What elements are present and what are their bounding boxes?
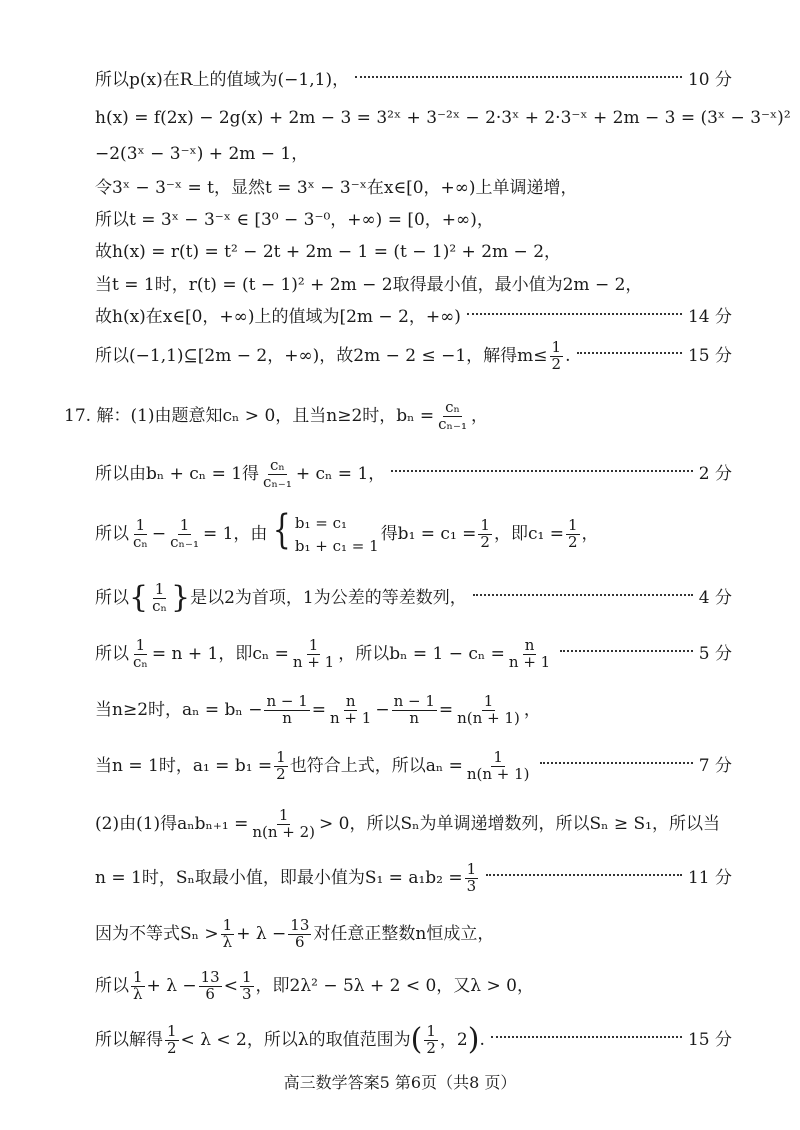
fraction	[436, 400, 469, 433]
line-text: n = 1时，Sₙ取最小值，即最小值为S₁ = a₁b₂ =	[95, 868, 463, 889]
line-text: ，	[581, 524, 599, 545]
fraction-numerator: 1	[167, 1022, 177, 1040]
fraction-numerator: 13	[200, 968, 220, 986]
line-text: 故h(x) = r(t) = t² − 2t + 2m − 1 = (t − 1)² + 2m − 2，	[95, 242, 562, 262]
fraction-denominator: n(n + 2)	[252, 822, 316, 841]
fraction-numerator: n	[345, 692, 356, 710]
fraction-denominator: 2	[276, 764, 286, 783]
fraction-denominator: λ	[133, 984, 143, 1003]
line-text: ，	[470, 406, 488, 427]
fraction	[131, 970, 145, 1003]
left-curly-brace: {	[129, 580, 149, 616]
solution-line	[95, 108, 791, 128]
solution-line	[95, 70, 732, 90]
solution-line	[95, 582, 732, 615]
fraction-numerator: 1	[567, 516, 578, 535]
line-text: ，即2λ² − 5λ + 2 < 0，又λ > 0，	[255, 976, 534, 997]
score-mark: 4 分	[698, 588, 732, 609]
fraction-denominator: n + 1	[292, 652, 335, 671]
fraction-numerator: cₙ	[270, 456, 285, 474]
solution-line	[95, 275, 732, 295]
line-text: > 0，所以Sₙ为单调递增数列，所以Sₙ ≥ S₁，所以当	[319, 814, 720, 835]
fraction	[424, 1024, 438, 1057]
line-text: .	[479, 1030, 485, 1051]
fraction-denominator: 6	[205, 984, 215, 1003]
fraction-denominator: n	[282, 708, 292, 727]
solution-line	[95, 970, 732, 1003]
line-text: = n + 1，即cₙ =	[151, 644, 289, 665]
line-text: ，即c₁ =	[493, 524, 564, 545]
line-text: 得b₁ = c₁ =	[380, 524, 477, 545]
equation-system	[269, 507, 379, 557]
fraction-numerator: 1	[133, 968, 143, 986]
solution-line	[95, 210, 732, 230]
solution-line	[95, 918, 732, 951]
line-text: −2(3ˣ − 3⁻ˣ) + 2m − 1，	[95, 144, 309, 164]
fraction	[478, 518, 492, 551]
score-mark: 15 分	[687, 346, 732, 367]
line-text: 当n≥2时，aₙ = bₙ −	[95, 700, 263, 721]
dot-leader	[473, 594, 693, 596]
line-text: 故h(x)在x∈[0，+∞)上的值域为[2m − 2，+∞)	[95, 307, 461, 327]
fraction-numerator: 1	[276, 748, 286, 766]
system-row: b₁ = c₁	[294, 514, 348, 532]
line-text: 所以由bₙ + cₙ = 1得	[95, 464, 260, 485]
fraction	[240, 970, 254, 1003]
fraction-denominator: 2	[567, 533, 578, 551]
fraction-numerator: 1	[135, 636, 146, 654]
score-mark: 11 分	[687, 868, 732, 889]
fraction-denominator: n + 1	[330, 708, 372, 727]
fraction-denominator: 3	[466, 876, 477, 895]
system-rows	[295, 512, 379, 557]
right-paren: )	[467, 1022, 480, 1058]
fraction-denominator: cₙ₋₁	[170, 533, 199, 551]
line-text: −	[375, 700, 390, 721]
solution-line	[95, 178, 732, 198]
fraction	[550, 340, 564, 373]
solution-line	[95, 458, 732, 491]
solution-line	[95, 307, 732, 327]
fraction	[264, 694, 309, 727]
fraction	[566, 518, 580, 551]
fraction-denominator: 3	[241, 984, 252, 1003]
fraction-numerator: 1	[241, 968, 252, 986]
line-text: −	[151, 524, 167, 545]
fraction-denominator: 2	[551, 354, 562, 373]
line-text: 所以	[95, 644, 129, 665]
line-text: 所以p(x)在R上的值域为(−1,1)，	[95, 70, 350, 90]
fraction	[392, 694, 437, 727]
line-text: 也符合上式，所以aₙ =	[289, 756, 463, 777]
line-text: ，2	[439, 1030, 468, 1051]
fraction	[250, 808, 317, 841]
dot-leader	[560, 650, 693, 652]
fraction-denominator: cₙ₋₁	[438, 414, 467, 433]
line-text: = 1，由	[202, 524, 268, 545]
line-text: .	[565, 346, 571, 367]
fraction-denominator: cₙ	[152, 596, 167, 615]
solution-line	[95, 242, 732, 262]
fraction	[465, 862, 479, 895]
fraction	[261, 458, 294, 491]
line-text: 令3ˣ − 3⁻ˣ = t，显然t = 3ˣ − 3⁻ˣ在x∈[0，+∞)上单调递增，	[95, 178, 578, 198]
line-text: < λ < 2，所以λ的取值范围为	[180, 1030, 411, 1051]
dot-leader	[355, 76, 682, 78]
line-text: ，所以bₙ = 1 − cₙ =	[338, 644, 505, 665]
fraction-numerator: n − 1	[393, 692, 435, 710]
dot-leader	[491, 1036, 682, 1038]
line-text: + cₙ = 1，	[295, 464, 386, 485]
dot-leader	[577, 352, 682, 354]
fraction	[274, 750, 288, 783]
dot-leader	[486, 874, 682, 876]
line-text: 是以2为首项，1为公差的等差数列，	[190, 588, 467, 609]
score-mark: 15 分	[687, 1030, 732, 1051]
line-text: =	[438, 700, 454, 721]
fraction-denominator: 2	[426, 1038, 436, 1057]
line-text: (2)由(1)得aₙbₙ₊₁ =	[95, 814, 249, 835]
fraction	[455, 694, 522, 727]
fraction-numerator: 1	[426, 1022, 436, 1040]
fraction	[168, 518, 201, 551]
fraction-denominator: 2	[167, 1038, 177, 1057]
line-text: 因为不等式Sₙ >	[95, 924, 219, 945]
left-brace: {	[273, 507, 292, 553]
question-17-heading	[64, 400, 732, 433]
dot-leader	[540, 762, 693, 764]
fraction	[291, 638, 336, 671]
fraction	[131, 638, 150, 671]
line-text: 当n = 1时，a₁ = b₁ =	[95, 756, 273, 777]
fraction-numerator: 1	[278, 806, 289, 824]
fraction-denominator: n(n + 1)	[457, 708, 520, 727]
page-footer: 高三数学答案5 第6页（共8 页）	[283, 1073, 517, 1092]
fraction-numerator: 1	[466, 860, 477, 878]
solution-line	[95, 340, 732, 373]
system-row: b₁ + c₁ = 1	[294, 536, 379, 555]
fraction-numerator: 1	[308, 636, 319, 654]
fraction-numerator: 1	[480, 516, 490, 535]
fraction	[199, 970, 222, 1003]
score-mark: 14 分	[687, 307, 732, 327]
solution-line	[95, 808, 732, 841]
line-text: =	[311, 700, 326, 721]
fraction-denominator: 2	[480, 533, 490, 551]
score-mark: 5 分	[698, 644, 732, 665]
fraction-denominator: cₙ₋₁	[263, 472, 292, 491]
fraction	[150, 582, 169, 615]
line-text: + λ −	[236, 924, 287, 945]
line-text: 所以解得	[95, 1030, 163, 1051]
line-text: + λ −	[146, 976, 197, 997]
solution-line	[95, 694, 732, 727]
fraction-numerator: 1	[493, 748, 503, 766]
fraction-denominator: cₙ	[133, 652, 148, 671]
dot-leader	[391, 470, 692, 472]
fraction	[465, 750, 532, 783]
fraction-denominator: n(n + 1)	[466, 764, 530, 783]
line-text: ，	[523, 700, 541, 721]
fraction	[165, 1024, 179, 1057]
solution-line	[95, 144, 732, 164]
fraction	[507, 638, 552, 671]
fraction-numerator: 1	[222, 916, 233, 934]
fraction-denominator: cₙ	[133, 533, 148, 551]
line-text: 所以t = 3ˣ − 3⁻ˣ ∈ [3⁰ − 3⁻⁰，+∞) = [0，+∞)，	[95, 210, 494, 230]
line-text: 所以(−1,1)⊆[2m − 2，+∞)，故2m − 2 ≤ −1，解得m≤	[95, 346, 548, 367]
fraction-numerator: 1	[179, 516, 190, 535]
right-curly-brace: }	[170, 580, 191, 616]
fraction-numerator: 1	[135, 516, 146, 535]
fraction-numerator: n	[524, 636, 535, 654]
fraction-denominator: n + 1	[508, 652, 551, 671]
fraction	[221, 918, 235, 951]
fraction-numerator: 13	[290, 916, 310, 934]
line-text: h(x) = f(2x) − 2g(x) + 2m − 3 = 3²ˣ + 3⁻²ˣ − 2·3ˣ + 2·3⁻ˣ + 2m − 3 = (3ˣ − 3⁻ˣ)²	[95, 108, 791, 128]
solution-line	[95, 750, 732, 783]
score-mark: 2 分	[698, 464, 732, 485]
line-text: 当t = 1时，r(t) = (t − 1)² + 2m − 2取得最小值，最小值为2m − 2，	[95, 275, 643, 295]
score-mark: 10 分	[687, 70, 732, 90]
fraction-numerator: 1	[483, 692, 494, 710]
line-text: 17. 解：(1)由题意知cₙ > 0，且当n≥2时，bₙ =	[64, 406, 435, 427]
fraction-numerator: 1	[154, 580, 165, 598]
score-mark: 7 分	[698, 756, 732, 777]
line-text: 对任意正整数n恒成立，	[313, 924, 495, 945]
solution-line	[95, 638, 732, 671]
fraction-denominator: λ	[222, 932, 233, 951]
fraction	[328, 694, 373, 727]
line-text: 所以	[95, 976, 129, 997]
fraction-denominator: 6	[295, 932, 305, 951]
line-text: 所以	[95, 588, 129, 609]
fraction-numerator: cₙ	[445, 398, 461, 416]
fraction	[288, 918, 311, 951]
line-text: <	[223, 976, 238, 997]
dot-leader	[467, 313, 682, 315]
line-text: 所以	[95, 524, 129, 545]
fraction	[131, 518, 150, 551]
solution-line	[95, 507, 732, 557]
solution-line	[95, 862, 732, 895]
fraction-numerator: 1	[551, 338, 562, 356]
fraction-denominator: n	[409, 708, 420, 727]
fraction-numerator: n − 1	[266, 692, 308, 710]
left-paren: (	[410, 1022, 423, 1058]
solution-line	[95, 1024, 732, 1057]
